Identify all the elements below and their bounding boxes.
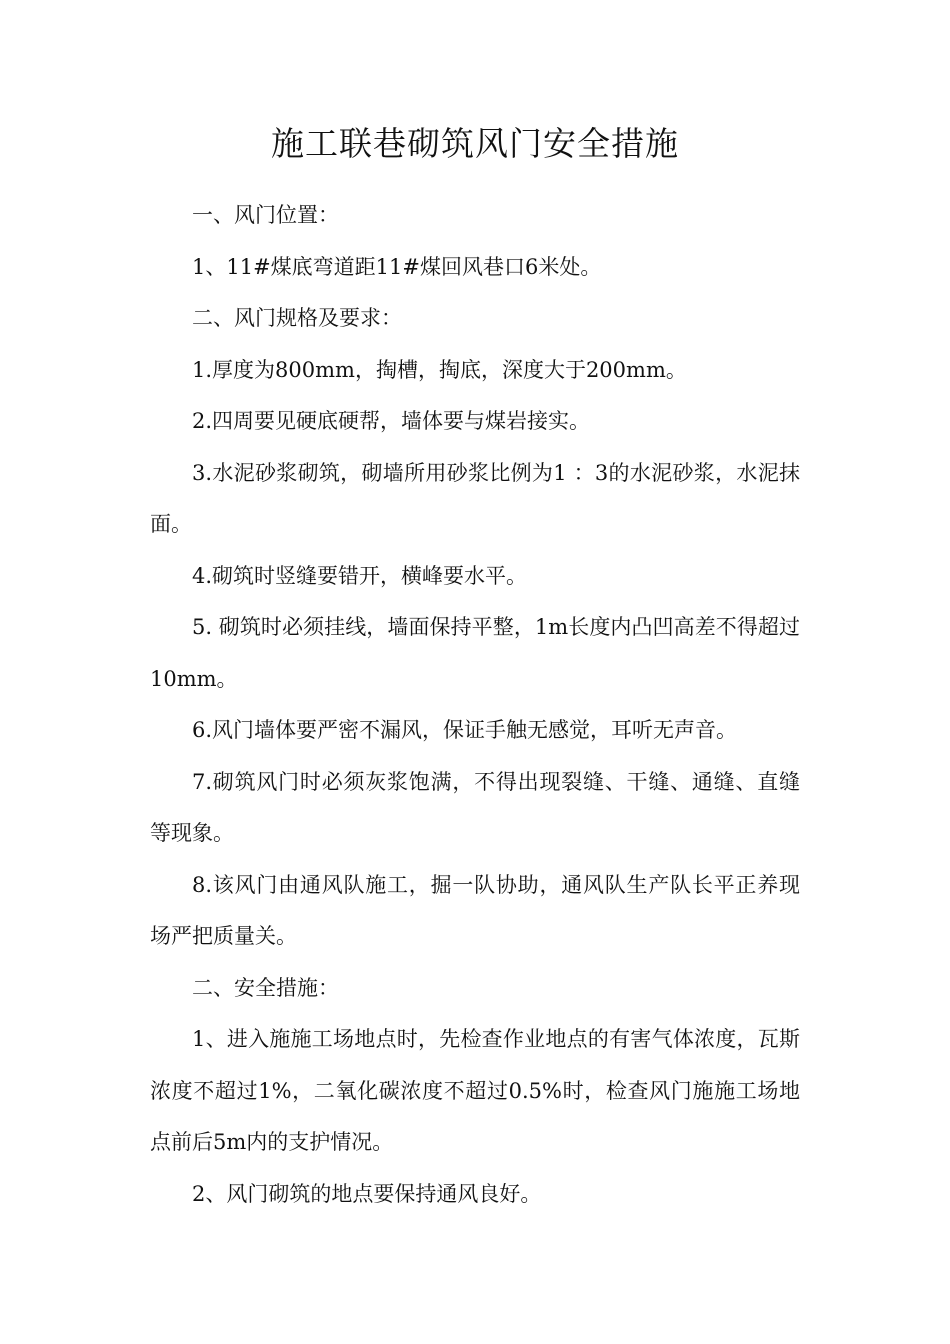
paragraph-spec-6: 6.风门墙体要严密不漏风，保证手触无感觉，耳听无声音。: [192, 718, 738, 742]
paragraph-spec-4: 4.砌筑时竖缝要错开，横峰要水平。: [192, 563, 528, 588]
paragraph-spec-3: 3.水泥砂浆砌筑，砌墙所用砂浆比例为1 ：3的水泥砂浆，水泥抹面。: [150, 460, 800, 536]
paragraph-spec-7: 7.砌筑风门时必须灰浆饱满，不得出现裂缝、干缝、通缝、直缝等现象。: [150, 769, 800, 845]
paragraph-spec-8: 8.该风门由通风队施工，掘一队协助，通风队生产队长平正养现场严把质量关。: [150, 872, 800, 948]
document-title: 施工联巷砌筑风门安全措施: [271, 124, 679, 163]
document-body: [150, 190, 800, 1220]
paragraph-spec-2: 2.四周要见硬底硬帮，墙体要与煤岩接实。: [192, 409, 591, 433]
paragraph-safety-2: 2、风门砌筑的地点要保持通风良好。: [192, 1181, 542, 1206]
paragraph-section-2-heading: 二、风门规格及要求：: [192, 306, 402, 330]
paragraph-location: 1、11#煤底弯道距11#煤回风巷口6米处。: [192, 254, 602, 279]
paragraph-section-1-heading: 一、风门位置：: [192, 203, 339, 227]
paragraph-spec-5: 5. 砌筑时必须挂线，墙面保持平整，1m长度内凸凹高差不得超过10mm。: [150, 615, 800, 691]
paragraph-safety-1: 1、进入施施工场地点时，先检查作业地点的有害气体浓度，瓦斯浓度不超过1%，二氧化碳浓度不超过0.5%时，检查风门施施工场地点前后5m内的支护情况。: [150, 1027, 800, 1154]
paragraph-spec-1: 1.厚度为800mm，掏槽，掏底，深度大于200mm。: [192, 357, 687, 382]
paragraph-safety-heading: 二、安全措施：: [192, 975, 339, 1000]
